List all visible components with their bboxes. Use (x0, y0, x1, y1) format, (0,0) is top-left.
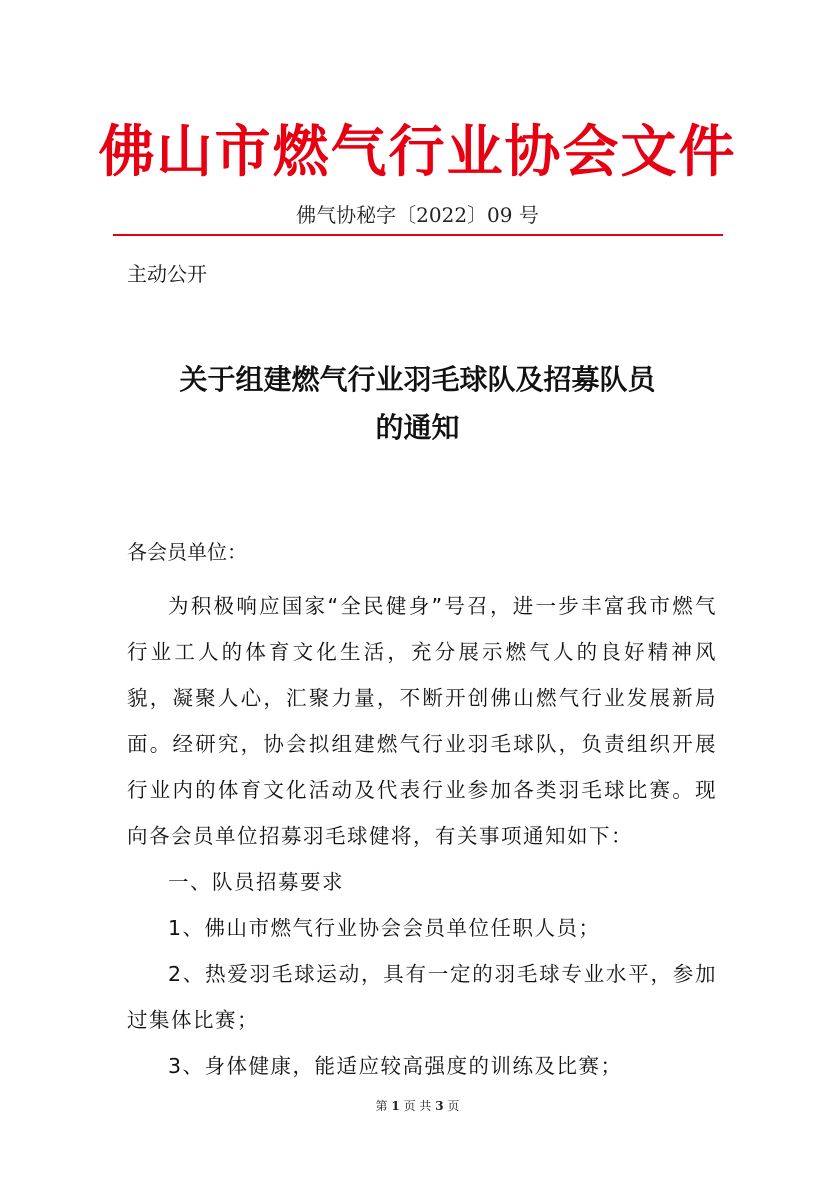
body-text (127, 583, 717, 1089)
intro-paragraph: 为积极响应国家“全民健身”号召，进一步丰富我市燃气行业工人的体育文化生活，充分展示燃气人的良好精神风貌，凝聚人心，汇聚力量，不断开创佛山燃气行业发展新局面。经研究，协会拟组建燃气行业羽毛球队，负责组织开展行业内的体育文化活动及代表行业参加各类羽毛球比赛。现向各会员单位招募羽毛球健将，有关事项通知如下： (127, 594, 717, 848)
footer-middle: 页 共 (403, 1099, 432, 1113)
footer-suffix: 页 (447, 1099, 460, 1113)
notice-title-line-1: 关于组建燃气行业羽毛球队及招募队员 (179, 363, 656, 396)
requirement-item: 1、佛山市燃气行业协会会员单位任职人员； (168, 916, 601, 940)
document-number: 佛气协秘字〔2022〕09 号 (296, 203, 539, 227)
salutation: 各会员单位： (127, 540, 247, 564)
requirement-item: 3、身体健康，能适应较高强度的训练及比赛； (168, 1054, 623, 1078)
footer-total-pages: 3 (435, 1099, 444, 1113)
disclosure-label: 主动公开 (127, 262, 207, 286)
footer-page-number: 1 (391, 1099, 400, 1113)
footer-prefix: 第 (375, 1099, 388, 1113)
notice-title-line-2: 的通知 (375, 411, 460, 444)
red-divider-line (113, 234, 723, 236)
section-heading: 一、队员招募要求 (168, 870, 344, 894)
notice-title (0, 356, 835, 452)
org-header-title: 佛山市燃气行业协会文件 (98, 119, 737, 185)
page-footer (0, 1097, 835, 1114)
requirement-item: 2、热爱羽毛球运动，具有一定的羽毛球专业水平，参加过集体比赛； (127, 962, 717, 1032)
